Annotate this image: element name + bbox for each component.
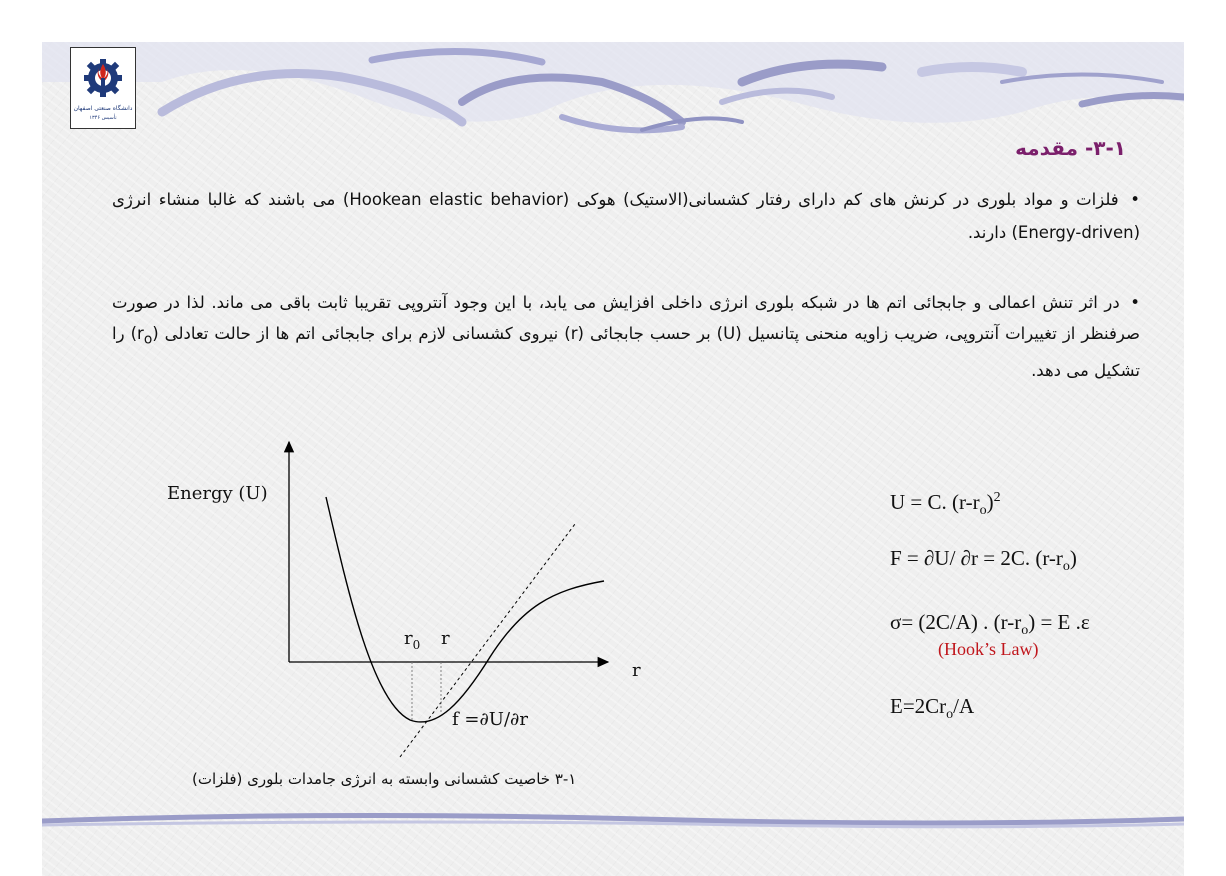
paragraph-1 [112,183,1140,249]
paragraph-2-r-sym: r [137,324,144,343]
eq2-sub: o [1062,559,1070,575]
eq3-part-b: ) = E .ε [1028,610,1090,634]
r0-label: $r_0$ [404,628,421,652]
equation-stress [890,610,1090,639]
equation-force [890,546,1077,575]
eq3-part-a: σ= (2C/A) . (r-r [890,610,1022,634]
eq3-sub: o [1021,623,1029,639]
svg-text:دانشگاه صنعتی اصفهان: دانشگاه صنعتی اصفهان [73,105,133,112]
svg-text:تأسیس ۱۳۴۶: تأسیس ۱۳۴۶ [89,115,117,121]
r-label: r [441,628,450,649]
energy-curve [326,497,604,722]
footer-decoration [42,807,1184,837]
eq4-part-a: E=2Cr [890,694,947,718]
paragraph-2-sub: o [143,331,153,348]
university-emblem-icon [71,48,135,128]
paragraph-2 [112,287,1140,386]
x-axis-label: r [632,660,641,681]
paragraph-2-text: در اثر تنش اعمالی و جابجائی اتم ها در شبکه بلوری انرژی داخلی افزایش می یابد، با این وجود آنتروپی تقریبا ثابت باقی می ماند. لذا در صورت صرفنظر از تغییرات آنتروپی، ضریب زاویه منحنی پتانسیل (U) بر حسب جابجائی (r) نیروی کشسانی لازم برای جابجائی اتم ها از حالت تعادلی ( [112,293,1141,343]
hooks-law-label: (Hook’s Law) [938,639,1039,659]
banner-decoration [42,42,1184,142]
bullet-2: • [1130,293,1140,312]
eq2-part-a: F = ∂U/ ∂r = 2C. (r-r [890,546,1063,570]
eq4-sub: o [946,707,954,723]
eq2-part-b: ) [1069,546,1077,570]
y-axis-label: Energy (U) [167,483,268,504]
force-label: f =∂U/∂r [452,709,528,730]
slide [42,42,1184,876]
figure-caption: ۳-۱ خاصیت کشسانی وابسته به انرژی جامدات بلوری (فلزات) [192,770,577,788]
eq1-sup: 2 [993,490,1001,505]
equation-modulus [890,694,974,723]
eq4-part-b: /A [953,694,975,718]
eq1-part-b: ) [986,490,994,514]
university-logo [70,47,136,129]
eq1-part-a: U = C. (r-r [890,490,980,514]
eq1-sub: o [979,503,987,519]
section-heading: ۳-۱- مقدمه [1015,136,1126,160]
bullet-1: • [1130,190,1140,209]
paragraph-1-text: فلزات و مواد بلوری در کرنش های کم دارای رفتار کشسانی(الاستیک) هوکی (Hookean elastic behavior) می باشند که غالبا منشاء انرژی (Energy-driven) دارند. [112,190,1140,242]
paragraph-2-text-after: ) را تشکیل می دهد. [112,324,1140,381]
equation-energy [890,490,1001,519]
